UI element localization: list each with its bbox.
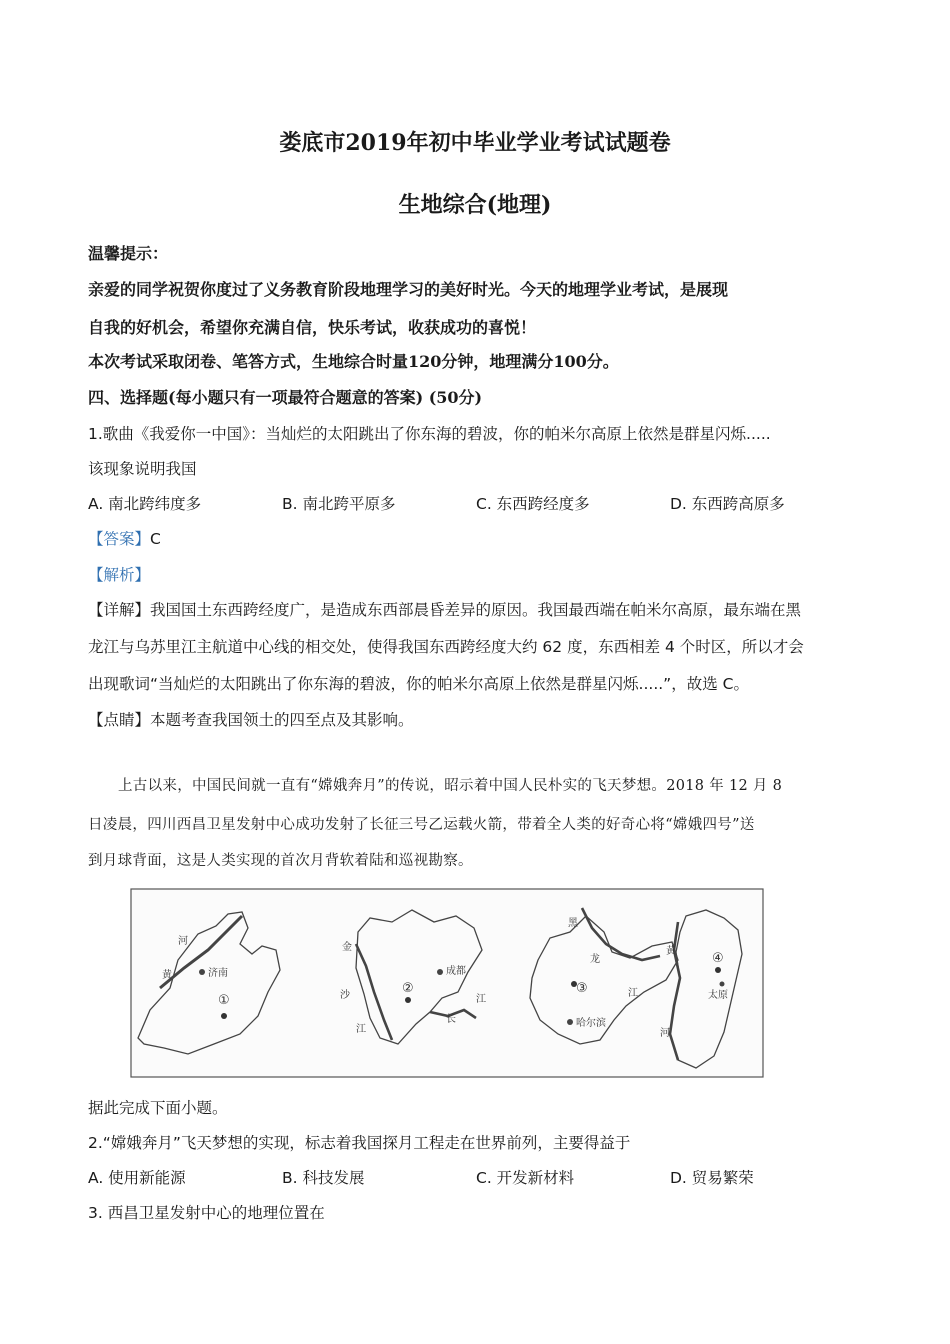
- point-text: 本题考查我国领土的四至点及其影响。: [150, 711, 414, 729]
- exam-subtitle: 生地综合(地理): [398, 192, 552, 218]
- marker-dot-4: [715, 967, 721, 973]
- detail-tag: 【详解】: [88, 601, 151, 619]
- label-long: 龙: [590, 954, 600, 965]
- passage-line-1: 上古以来，中国民间就一直有“嫦娥奔月”的传说，昭示着中国人民朴实的飞天梦想。2018 年 12 月 8: [118, 778, 783, 794]
- tips-line-3: 本次考试采取闭卷、笔答方式，生地综合时量120分钟，地理满分100分。: [88, 352, 619, 371]
- province-maps-svg: [130, 888, 764, 1078]
- q2-option-c: C. 开发新材料: [476, 1169, 575, 1187]
- label-jin: 金: [342, 942, 352, 953]
- label-haerbin: 哈尔滨: [576, 1018, 606, 1029]
- city-dot-haerbin: [567, 1019, 573, 1025]
- q2-option-b: B. 科技发展: [282, 1169, 365, 1187]
- label-huang-1: 黄: [162, 970, 172, 981]
- label-marker-4: ④: [712, 951, 724, 966]
- q1-stem-1: 1.歌曲《我爱你一中国》：当灿烂的太阳跳出了你东海的碧波，你的帕米尔高原上依然是群星闪烁.....: [88, 425, 771, 443]
- passage-line-3: 到月球背面，这是人类实现的首次月背软着陆和巡视勘察。: [88, 853, 473, 869]
- q1-option-a: A. 南北跨纬度多: [88, 495, 202, 513]
- exam-title: 娄底市2019年初中毕业学业考试试题卷: [279, 130, 671, 156]
- city-dot-taiyuan: [720, 982, 725, 987]
- marker-dot-1: [221, 1013, 227, 1019]
- city-dot-jinan: [199, 969, 205, 975]
- label-jiang-3: 江: [628, 988, 638, 999]
- label-marker-2: ②: [402, 981, 414, 996]
- answer-tag: 【答案】: [88, 530, 151, 548]
- label-jiang-2: 江: [476, 994, 486, 1005]
- q1-detail-3: 出现歌词“当灿烂的太阳跳出了你东海的碧波，你的帕米尔高原上依然是群星闪烁.....”，故选 C。: [88, 675, 749, 693]
- q2-option-d: D. 贸易繁荣: [670, 1169, 754, 1187]
- section-heading: 四、选择题(每小题只有一项最符合题意的答案) (50分): [88, 388, 483, 407]
- label-marker-1: ①: [218, 993, 230, 1008]
- after-map-text: 据此完成下面小题。: [88, 1099, 228, 1117]
- point-tag: 【点睛】: [88, 711, 151, 729]
- label-jiang-1: 江: [356, 1024, 366, 1035]
- q1-point: [88, 710, 868, 730]
- analysis-tag: 【解析】: [88, 566, 151, 584]
- label-sha: 沙: [340, 990, 350, 1001]
- label-marker-3: ③: [576, 981, 588, 996]
- answer-value: C: [150, 530, 161, 548]
- label-he-1: 河: [178, 936, 188, 947]
- q1-option-d: D. 东西跨高原多: [670, 495, 785, 513]
- q2-option-a: A. 使用新能源: [88, 1169, 186, 1187]
- q1-option-b: B. 南北跨平原多: [282, 495, 396, 513]
- q1-stem-2: 该现象说明我国: [88, 460, 197, 478]
- province-map-figure: [130, 888, 764, 1078]
- city-dot-chengdu: [437, 969, 443, 975]
- passage-line-2: 日凌晨，四川西昌卫星发射中心成功发射了长征三号乙运载火箭，带着全人类的好奇心将“嫦娥四号”送: [88, 817, 755, 833]
- tips-line-2: 自我的好机会，希望你充满自信，快乐考试，收获成功的喜悦！: [88, 318, 537, 337]
- q1-option-c: C. 东西跨经度多: [476, 495, 590, 513]
- label-huang-2: 黄: [666, 946, 676, 957]
- q1-answer: [88, 529, 868, 549]
- label-taiyuan: 太原: [708, 990, 728, 1001]
- q3-stem: 3. 西昌卫星发射中心的地理位置在: [88, 1204, 325, 1222]
- label-he-2: 河: [660, 1028, 670, 1039]
- q1-detail-1: [88, 600, 868, 620]
- label-chengdu: 成都: [446, 966, 466, 977]
- label-chang: 长: [446, 1014, 456, 1025]
- tips-line-1: 亲爱的同学祝贺你度过了义务教育阶段地理学习的美好时光。今天的地理学业考试，是展现: [88, 280, 729, 299]
- marker-dot-2: [405, 997, 411, 1003]
- map-frame: [131, 889, 763, 1077]
- q2-stem: 2.“嫦娥奔月”飞天梦想的实现，标志着我国探月工程走在世界前列，主要得益于: [88, 1134, 631, 1152]
- q1-detail-2: 龙江与乌苏里江主航道中心线的相交处，使得我国东西跨经度大约 62 度，东西相差 4 个时区，所以才会: [88, 638, 804, 656]
- tips-heading: 温馨提示：: [88, 244, 169, 263]
- label-jinan: 济南: [208, 968, 228, 979]
- detail-text-1: 我国国土东西跨经度广，是造成东西部晨昏差异的原因。我国最西端在帕米尔高原，最东端在黑: [150, 601, 802, 619]
- label-hei: 黑: [568, 918, 578, 929]
